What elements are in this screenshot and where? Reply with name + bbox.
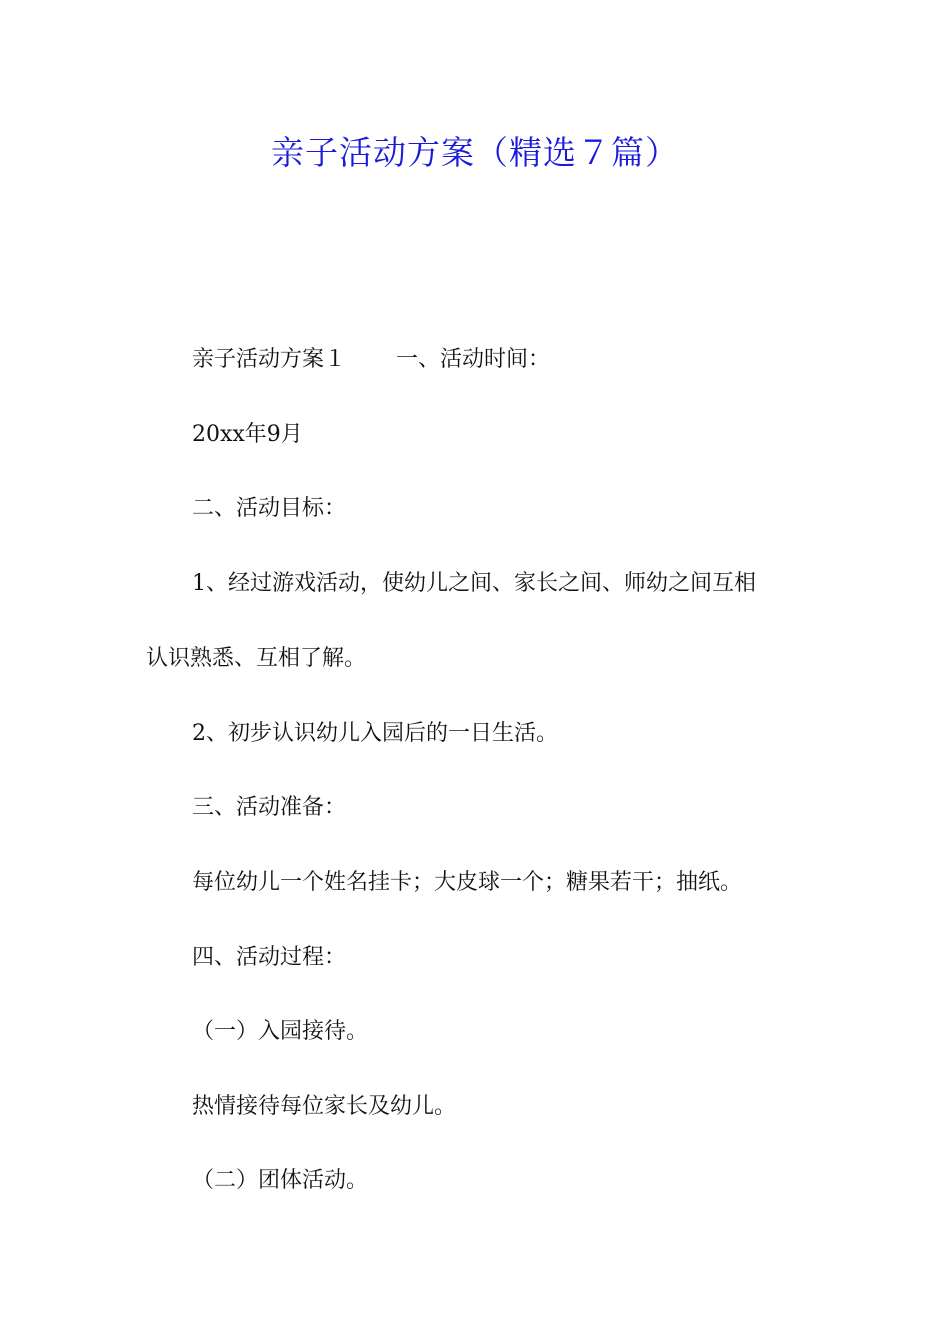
paragraph-8: 四、活动过程：	[192, 945, 347, 970]
paragraph-1	[192, 345, 550, 375]
paragraph-5: 2、初步认识幼儿入园后的一日生活。	[192, 721, 558, 746]
section-heading: 亲子活动方案１	[192, 347, 347, 372]
paragraph-3: 二、活动目标：	[192, 496, 347, 521]
paragraph-10: 热情接待每位家长及幼儿。	[192, 1094, 457, 1119]
paragraph-text: 一、活动时间：	[396, 347, 551, 372]
document-title: 亲子活动方案（精选７篇）	[271, 133, 679, 172]
paragraph-11: （二）团体活动。	[192, 1168, 369, 1193]
paragraph-9: （一）入园接待。	[192, 1019, 369, 1044]
paragraph-2: 20xx年9月	[192, 422, 303, 447]
paragraph-6: 三、活动准备：	[192, 795, 347, 820]
paragraph-7: 每位幼儿一个姓名挂卡；大皮球一个；糖果若干；抽纸。	[192, 870, 743, 895]
paragraph-4-continued: 认识熟悉、互相了解。	[146, 646, 367, 671]
paragraph-4: 1、经过游戏活动，使幼儿之间、家长之间、师幼之间互相	[192, 571, 756, 596]
